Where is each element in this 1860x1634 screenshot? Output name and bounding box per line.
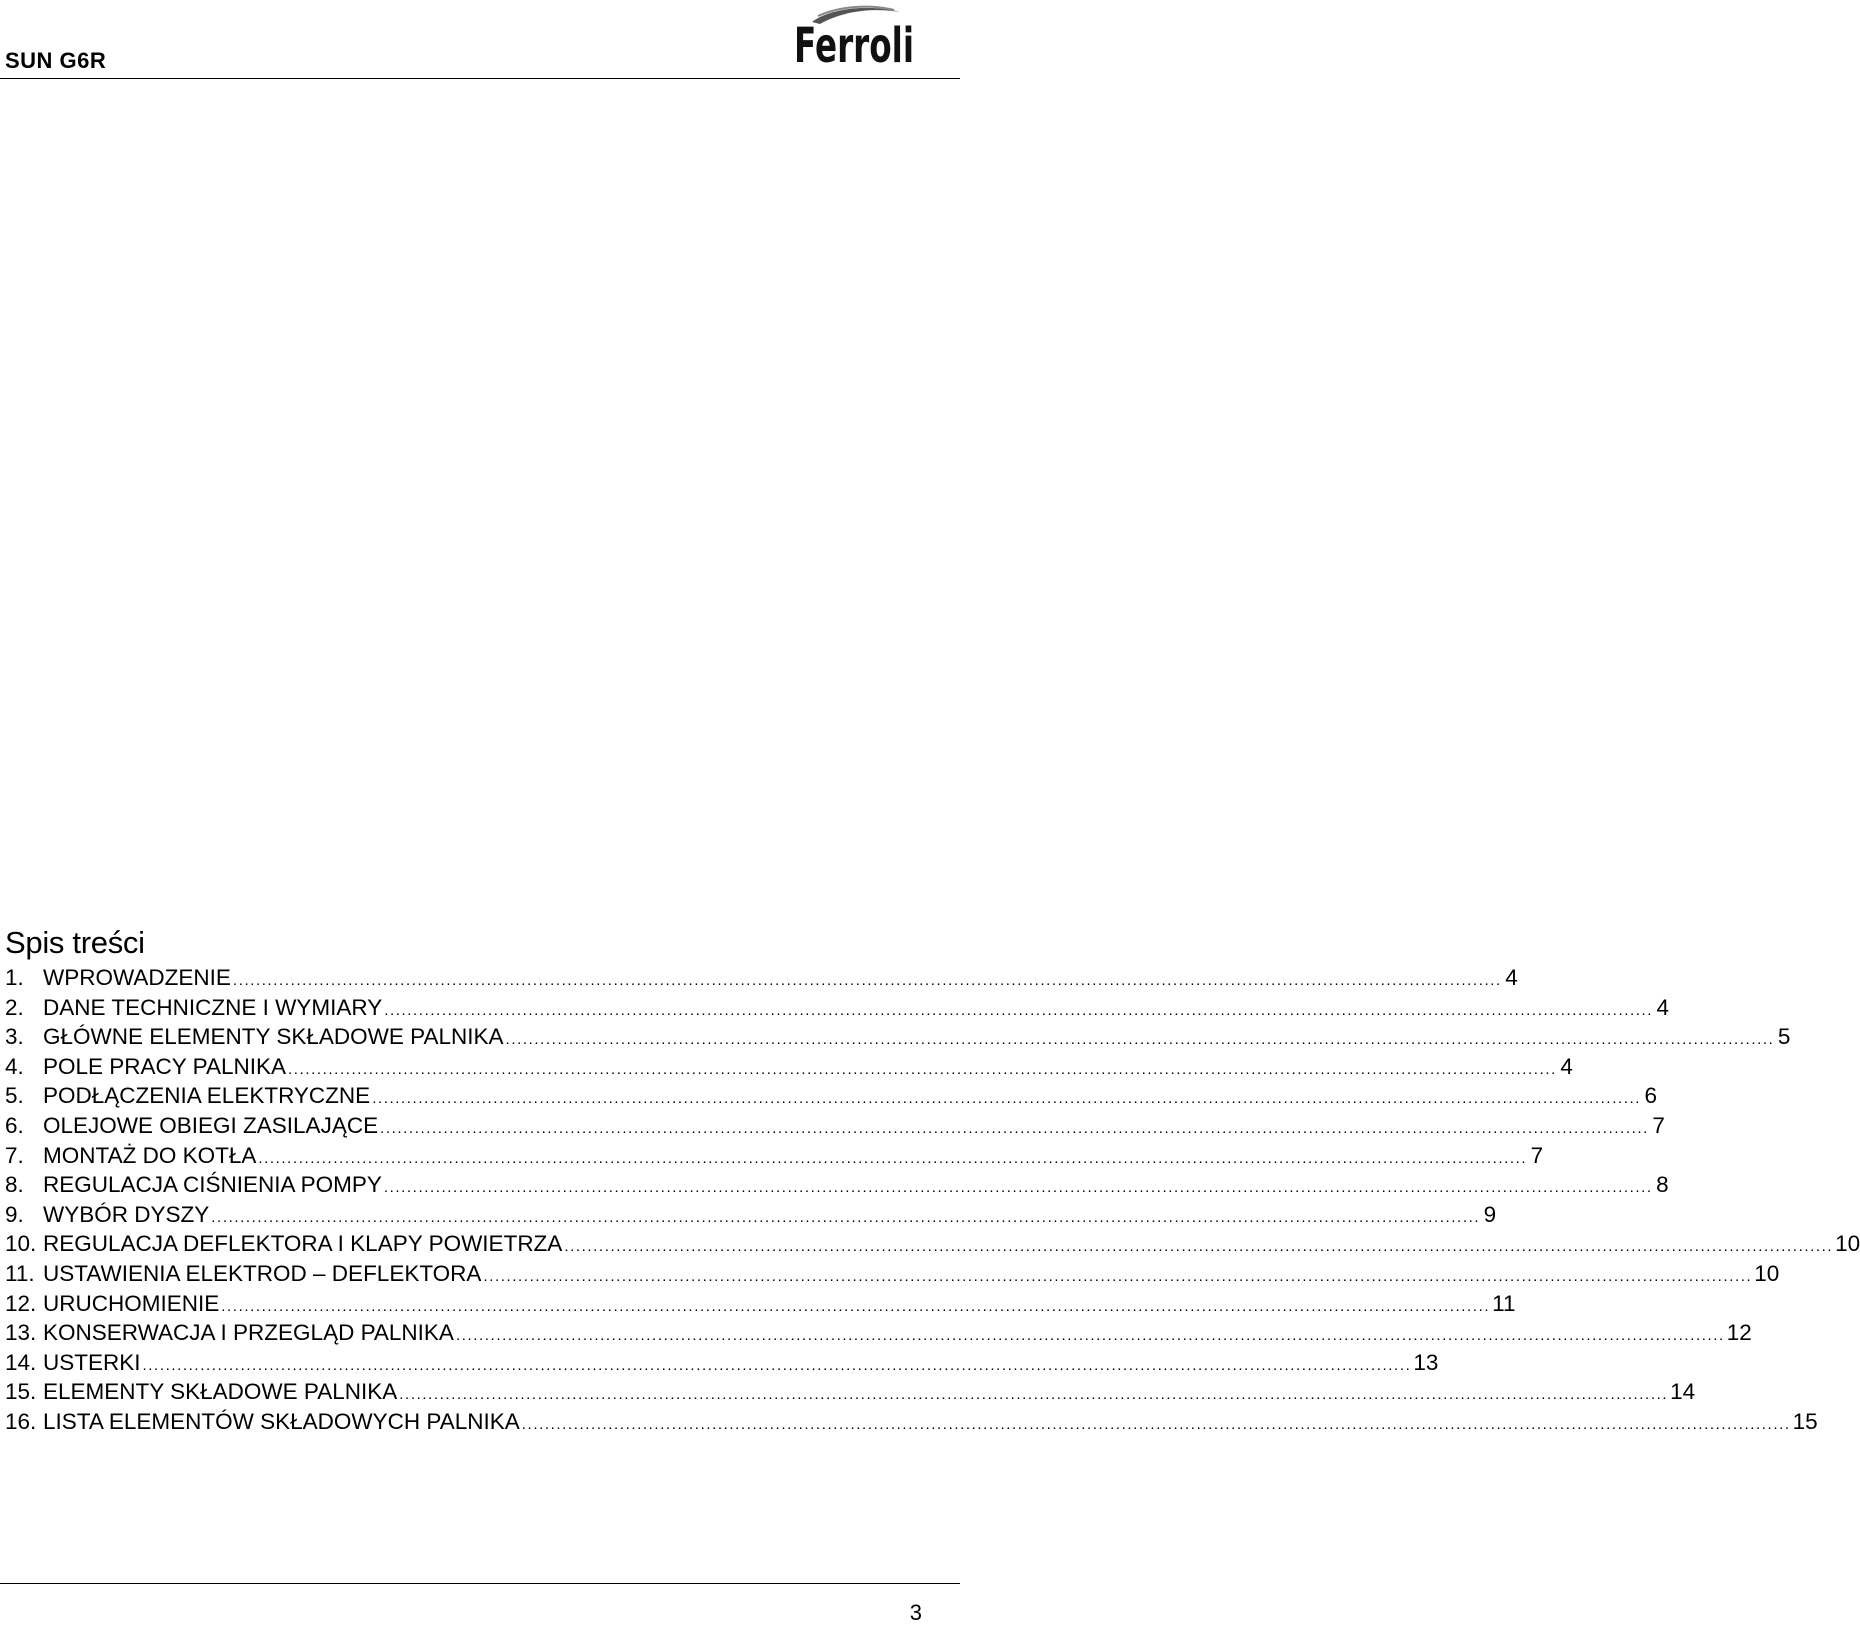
toc-dot-leader: ............................................................................................................................................................................................................................ [221, 1297, 1491, 1315]
toc-dot-leader: ............................................................................................................................................................................................................................ [399, 1386, 1669, 1404]
toc-dot-leader: ............................................................................................................................................................................................................................ [380, 1119, 1649, 1137]
toc-entry-title: USTAWIENIA ELEKTROD – DEFLEKTORA [43, 1260, 482, 1286]
logo-wordmark: Ferroli [794, 18, 914, 74]
toc-entry[interactable] [5, 1111, 1665, 1141]
toc-entry-number: 14. [5, 1349, 37, 1375]
toc-entry-title: REGULACJA CIŚNIENIA POMPY [43, 1172, 382, 1198]
toc-entry-page: 4 [1656, 994, 1670, 1020]
toc-entry-number: 12. [5, 1290, 37, 1316]
toc-entry-title: DANE TECHNICZNE I WYMIARY [43, 994, 383, 1020]
toc-dot-leader: ............................................................................................................................................................................................................................ [384, 1001, 1654, 1019]
toc-entry-number: 1. [5, 965, 24, 990]
toc-entry-title: REGULACJA DEFLEKTORA I KLAPY POWIETRZA [43, 1231, 563, 1257]
toc-entry-page: 4 [1505, 965, 1518, 990]
toc-dot-leader: ............................................................................................................................................................................................................................ [483, 1267, 1753, 1285]
toc-entry-number: 5. [5, 1083, 24, 1109]
toc-entry-number: 8. [5, 1172, 24, 1198]
footer-divider [0, 1583, 960, 1584]
toc-entry-number: 10. [5, 1231, 37, 1257]
toc-dot-leader: ............................................................................................................................................................................................................................ [564, 1238, 1834, 1256]
toc-entry-number: 7. [5, 1142, 24, 1168]
toc-entry[interactable] [5, 1377, 1696, 1407]
toc-entry[interactable] [5, 993, 1670, 1023]
toc-dot-leader: ............................................................................................................................................................................................................................ [455, 1327, 1725, 1345]
toc-entry-page: 8 [1656, 1172, 1669, 1198]
toc-entry[interactable] [5, 1318, 1752, 1348]
toc-dot-leader: ............................................................................................................................................................................................................................ [372, 1090, 1642, 1108]
toc-entry[interactable] [5, 1200, 1497, 1230]
page-number: 3 [909, 1600, 922, 1625]
toc-entry-page: 6 [1644, 1083, 1658, 1109]
toc-entry-page: 13 [1413, 1349, 1439, 1375]
toc-entry-title: PODŁĄCZENIA ELEKTRYCZNE [43, 1083, 371, 1109]
toc-entry-number: 9. [5, 1201, 24, 1227]
toc-entry-page: 9 [1483, 1201, 1497, 1227]
toc-entry[interactable] [5, 1022, 1791, 1052]
toc-entry[interactable] [5, 1407, 1818, 1437]
toc-dot-leader: ............................................................................................................................................................................................................................ [521, 1415, 1791, 1433]
toc-heading: Spis treści [5, 924, 145, 960]
table-of-contents [5, 963, 1860, 1437]
toc-entry-number: 4. [5, 1053, 24, 1079]
toc-entry-page: 10 [1754, 1260, 1780, 1286]
toc-entry-number: 6. [5, 1112, 24, 1138]
toc-dot-leader: ............................................................................................................................................................................................................................ [288, 1060, 1557, 1078]
toc-entry-number: 16. [5, 1408, 37, 1434]
toc-entry-page: 14 [1670, 1379, 1696, 1405]
toc-entry-page: 11 [1492, 1290, 1516, 1316]
toc-entry[interactable] [5, 1289, 1516, 1319]
toc-dot-leader: ............................................................................................................................................................................................................................ [211, 1208, 1481, 1226]
toc-entry-title: POLE PRACY PALNIKA [43, 1053, 287, 1079]
toc-entry-page: 10 [1835, 1231, 1860, 1257]
toc-entry-title: ELEMENTY SKŁADOWE PALNIKA [43, 1379, 398, 1405]
toc-entry-title: MONTAŻ DO KOTŁA [43, 1142, 257, 1168]
toc-entry[interactable] [5, 1348, 1439, 1378]
toc-dot-leader: ............................................................................................................................................................................................................................ [383, 1179, 1653, 1197]
toc-entry-title: KONSERWACJA I PRZEGLĄD PALNIKA [43, 1320, 454, 1346]
toc-entry-page: 7 [1530, 1142, 1544, 1168]
toc-entry-page: 5 [1777, 1024, 1791, 1050]
toc-entry-number: 15. [5, 1379, 37, 1405]
toc-entry-page: 15 [1792, 1408, 1818, 1434]
toc-entry-title: WYBÓR DYSZY [43, 1201, 210, 1227]
toc-entry-title: WPROWADZENIE [43, 965, 231, 990]
toc-entry-number: 13. [5, 1320, 37, 1346]
toc-entry[interactable] [5, 1081, 1658, 1111]
ferroli-logo [790, 2, 940, 72]
toc-entry-page: 4 [1560, 1053, 1573, 1079]
document-model-title: SUN G6R [5, 48, 107, 73]
toc-entry[interactable] [5, 1052, 1573, 1082]
toc-entry-number: 3. [5, 1024, 24, 1050]
header-divider [0, 78, 960, 79]
toc-dot-leader: ............................................................................................................................................................................................................................ [232, 972, 1502, 989]
toc-entry[interactable] [5, 1259, 1780, 1289]
toc-dot-leader: ............................................................................................................................................................................................................................ [258, 1149, 1528, 1167]
toc-entry[interactable] [5, 1141, 1544, 1171]
toc-entry-title: OLEJOWE OBIEGI ZASILAJĄCE [43, 1112, 379, 1138]
toc-entry-title: URUCHOMIENIE [43, 1290, 220, 1316]
toc-entry[interactable] [5, 1170, 1669, 1200]
toc-dot-leader: ............................................................................................................................................................................................................................ [142, 1356, 1412, 1374]
toc-entry-page: 12 [1726, 1320, 1752, 1346]
toc-entry-title: LISTA ELEMENTÓW SKŁADOWYCH PALNIKA [43, 1408, 520, 1434]
toc-entry-title: GŁÓWNE ELEMENTY SKŁADOWE PALNIKA [43, 1024, 504, 1050]
toc-entry-title: USTERKI [43, 1349, 141, 1375]
toc-dot-leader: ............................................................................................................................................................................................................................ [505, 1031, 1775, 1049]
toc-entry-number: 11. [5, 1260, 35, 1286]
toc-entry[interactable] [5, 1229, 1860, 1259]
toc-entry-number: 2. [5, 994, 24, 1020]
toc-entry-page: 7 [1652, 1112, 1665, 1138]
toc-entry[interactable] [5, 963, 1518, 993]
